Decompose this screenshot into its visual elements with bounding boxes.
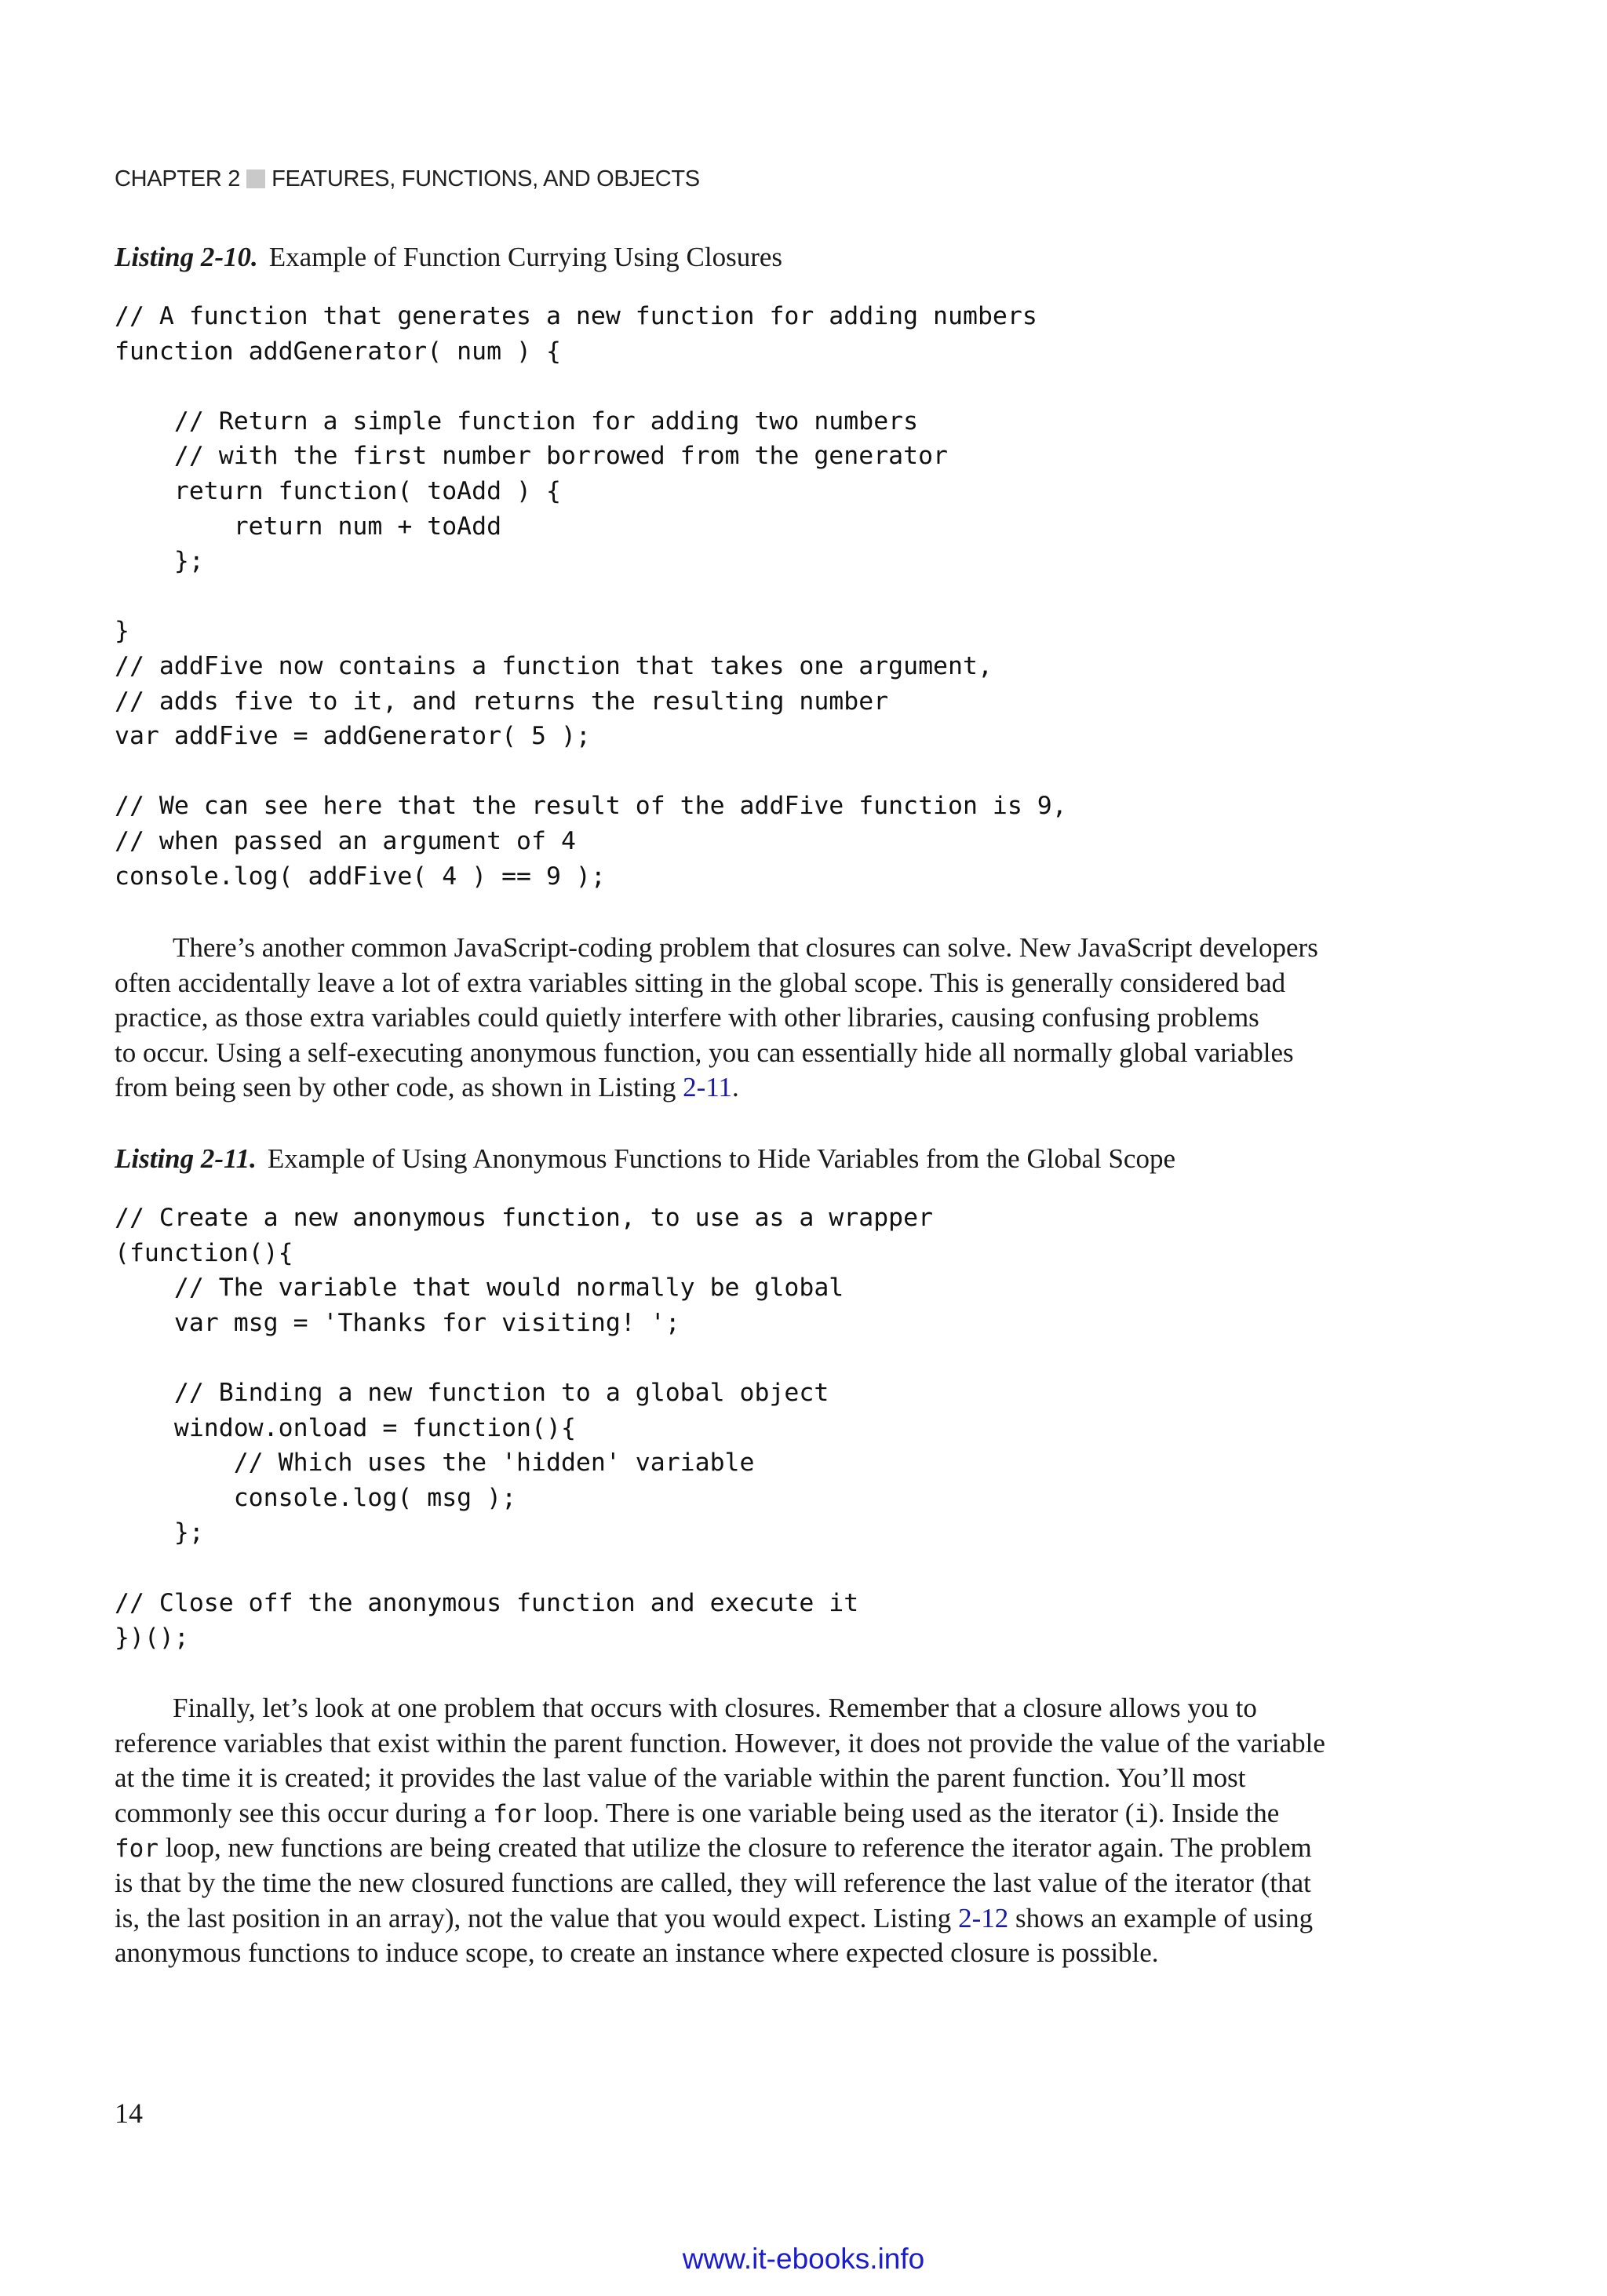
text-run: from being seen by other code, as shown in Listing: [115, 1072, 683, 1103]
footer-url-link[interactable]: www.it-ebooks.info: [682, 2243, 925, 2275]
paragraph-line: [115, 1070, 1433, 1106]
code-line: [115, 754, 1067, 789]
header-square-icon: [246, 169, 265, 188]
paragraph-closures-scope: [115, 931, 1433, 1106]
paragraph-line: anonymous functions to induce scope, to create an instance where expected closure is possible.: [115, 1937, 1159, 1969]
code-line: })();: [115, 1624, 189, 1653]
code-line: // addFive now contains a function that takes one argument,: [115, 651, 993, 680]
paragraph-closure-problem: [115, 1691, 1433, 1971]
paragraph-line: Finally, let’s look at one problem that occurs with closures. Remember that a closure allows you to: [173, 1693, 1257, 1723]
code-line: };: [115, 1518, 204, 1547]
page-number: 14: [115, 2097, 143, 2129]
paragraph-line: often accidentally leave a lot of extra variables sitting in the global scope. This is generally considered bad: [115, 967, 1286, 998]
code-line: // Binding a new function to a global object: [115, 1378, 829, 1407]
code-line: // with the first number borrowed from the generator: [115, 442, 949, 471]
paragraph-line: to occur. Using a self-executing anonymous function, you can essentially hide all normally global variables: [115, 1037, 1294, 1068]
listing-2-12-link[interactable]: 2-12: [958, 1902, 1009, 1933]
code-line: [115, 1551, 933, 1586]
code-line: var msg = 'Thanks for visiting! ';: [115, 1308, 680, 1337]
paragraph-line: at the time it is created; it provides the last value of the variable within the parent function. You’ll most: [115, 1762, 1246, 1794]
code-line: // Return a simple function for adding two numbers: [115, 406, 919, 436]
code-line: // A function that generates a new function for adding numbers: [115, 302, 1037, 330]
text-run: loop, new functions are being created that utilize the closure to reference the iterator again. The problem: [159, 1832, 1312, 1864]
code-line: // We can see here that the result of the addFive function is 9,: [115, 792, 1067, 821]
code-line: }: [115, 617, 129, 646]
listing-title: Example of Function Currying Using Closures: [268, 242, 783, 272]
code-line: // Close off the anonymous function and execute it: [115, 1588, 859, 1617]
text-run: .: [732, 1072, 739, 1103]
listing-label: Listing 2-10.: [115, 242, 258, 272]
listing-label: Listing 2-11.: [115, 1143, 257, 1174]
text-run: commonly see this occur during a: [115, 1797, 494, 1828]
code-line: };: [115, 547, 204, 576]
code-line: // The variable that would normally be global: [115, 1274, 844, 1303]
paragraph-line: [115, 1901, 1433, 1937]
running-head: [115, 166, 700, 192]
listing-title: Example of Using Anonymous Functions to Hide Variables from the Global Scope: [267, 1143, 1175, 1174]
chapter-number: CHAPTER 2: [115, 166, 241, 191]
paragraph-line: [115, 1796, 1433, 1831]
paragraph-line: practice, as those extra variables could quietly interfere with other libraries, causing confusing problems: [115, 1002, 1259, 1033]
chapter-title: FEATURES, FUNCTIONS, AND OBJECTS: [271, 166, 700, 191]
paragraph-line: reference variables that exist within the parent function. However, it does not provide the value of the variable: [115, 1727, 1325, 1758]
text-run: is, the last position in an array), not the value that you would expect. Listing: [115, 1902, 959, 1933]
text-run: shows an example of using: [1008, 1902, 1314, 1933]
code-line: (function(){: [115, 1238, 293, 1267]
listing-2-11-link[interactable]: 2-11: [683, 1072, 733, 1103]
code-line: function addGenerator( num ) {: [115, 337, 561, 366]
code-line: window.onload = function(){: [115, 1413, 576, 1442]
inline-code: i: [1134, 1799, 1150, 1828]
code-line: [115, 369, 1067, 404]
code-line: // adds five to it, and returns the resulting number: [115, 687, 889, 716]
text-run: ). Inside the: [1149, 1797, 1280, 1828]
listing-2-11-code: [115, 1201, 933, 1656]
code-line: return function( toAdd ) {: [115, 476, 561, 505]
paragraph-line: is that by the time the new closured functions are called, they will reference the last value of the iterator (that: [115, 1867, 1311, 1898]
text-run: loop. There is one variable being used as the iterator (: [537, 1797, 1135, 1828]
code-line: var addFive = addGenerator( 5 );: [115, 722, 591, 751]
code-line: [115, 1340, 933, 1376]
paragraph-line: There’s another common JavaScript-coding problem that closures can solve. New JavaScript developers: [173, 932, 1318, 963]
inline-code: for: [115, 1835, 159, 1864]
code-line: // Create a new anonymous function, to use as a wrapper: [115, 1204, 934, 1232]
inline-code: for: [493, 1799, 537, 1828]
code-line: return num + toAdd: [115, 512, 502, 541]
listing-2-11-caption: [115, 1143, 1175, 1175]
code-line: // when passed an argument of 4: [115, 826, 576, 855]
listing-2-10-code: [115, 299, 1067, 894]
code-line: console.log( msg );: [115, 1483, 517, 1512]
listing-2-10-caption: [115, 242, 782, 273]
code-line: // Which uses the 'hidden' variable: [115, 1449, 755, 1478]
code-line: [115, 579, 1067, 614]
code-line: console.log( addFive( 4 ) == 9 );: [115, 862, 606, 891]
paragraph-line: [115, 1831, 1433, 1866]
